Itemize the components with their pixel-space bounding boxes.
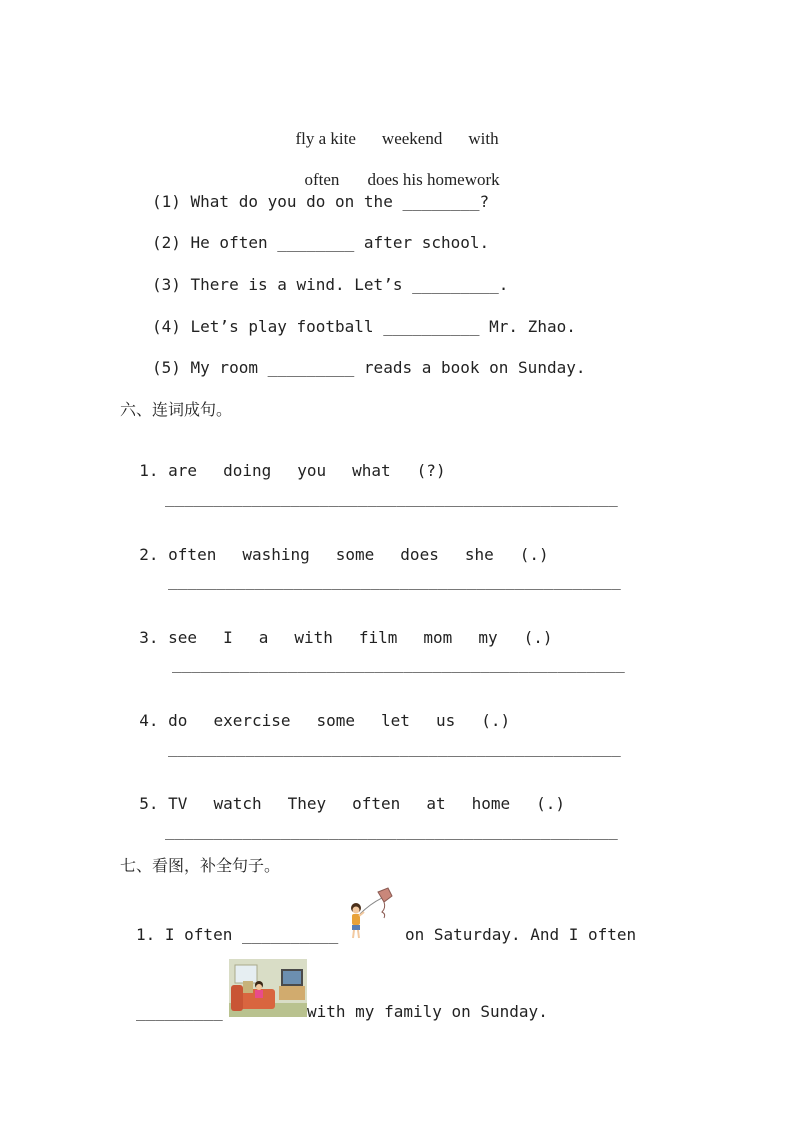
fill-blank-item-1: (1) What do you do on the ________? xyxy=(152,192,490,211)
word: let xyxy=(381,711,410,730)
fill-blank-item-2: (2) He often ________ after school. xyxy=(152,233,490,252)
answer-line-3[interactable]: _______________________________________________ xyxy=(172,654,625,673)
kite-flying-girl-icon xyxy=(340,886,402,944)
scrambled-sentence-5 xyxy=(120,774,565,814)
scrambled-sentence-2 xyxy=(120,525,549,565)
word: does xyxy=(400,545,439,564)
section-7-title: 七、看图，补全句子。 xyxy=(120,856,281,875)
word: They xyxy=(287,794,327,813)
word: mom xyxy=(423,628,453,647)
word: us xyxy=(435,711,456,730)
word: doing xyxy=(223,461,272,480)
word: you xyxy=(297,461,327,480)
scrambled-sentence-3 xyxy=(120,608,552,648)
word-bank-item: fly a kite xyxy=(295,129,356,148)
answer-line-1[interactable]: _______________________________________________ xyxy=(165,488,618,507)
family-watching-tv-icon xyxy=(229,959,307,1017)
scrambled-sentence-4 xyxy=(120,691,510,731)
fill-blank-item-3: (3) There is a wind. Let’s _________. xyxy=(152,275,509,294)
picture-blank-2[interactable]: _________ xyxy=(136,1002,223,1021)
word: I xyxy=(223,628,233,647)
word-bank-row-1 xyxy=(287,109,499,149)
word: she xyxy=(464,545,494,564)
word: (.) xyxy=(523,628,553,647)
section-6-title: 六、连词成句。 xyxy=(120,400,233,419)
word: 2. often xyxy=(139,545,217,564)
word: at xyxy=(426,794,446,813)
word: film xyxy=(358,628,398,647)
answer-line-2[interactable]: _______________________________________________ xyxy=(168,571,621,590)
word: 1. are xyxy=(139,461,198,480)
scrambled-sentence-1 xyxy=(120,441,446,481)
picture-sentence-1-start: 1. I often __________ xyxy=(136,925,339,944)
word: (.) xyxy=(519,545,549,564)
word: home xyxy=(471,794,511,813)
word: (?) xyxy=(416,461,446,480)
word: some xyxy=(335,545,375,564)
word: 3. see xyxy=(139,628,198,647)
word: 4. do xyxy=(139,711,188,730)
word: often xyxy=(352,794,401,813)
word: 5. TV xyxy=(139,794,188,813)
word: what xyxy=(352,461,391,480)
word: a xyxy=(258,628,269,647)
word-bank-item: often xyxy=(304,170,340,189)
fill-blank-item-4: (4) Let’s play football __________ Mr. Zhao. xyxy=(152,317,576,336)
picture-sentence-2-end: with my family on Sunday. xyxy=(307,1002,548,1021)
word-bank-row-2 xyxy=(296,150,500,190)
word: (.) xyxy=(481,711,511,730)
picture-sentence-1-end: on Saturday. And I often xyxy=(405,925,637,944)
fill-blank-item-5: (5) My room _________ reads a book on Sunday. xyxy=(152,358,586,377)
word: exercise xyxy=(213,711,291,730)
answer-line-4[interactable]: _______________________________________________ xyxy=(168,738,621,757)
word: some xyxy=(316,711,356,730)
word-bank-item: does his homework xyxy=(367,170,500,189)
word: with xyxy=(294,628,333,647)
word-bank-item: weekend xyxy=(381,129,443,148)
word-bank-item: with xyxy=(468,129,499,148)
answer-line-5[interactable]: _______________________________________________ xyxy=(165,821,618,840)
word: washing xyxy=(242,545,310,564)
word: (.) xyxy=(536,794,566,813)
word: my xyxy=(478,628,498,647)
word: watch xyxy=(213,794,262,813)
